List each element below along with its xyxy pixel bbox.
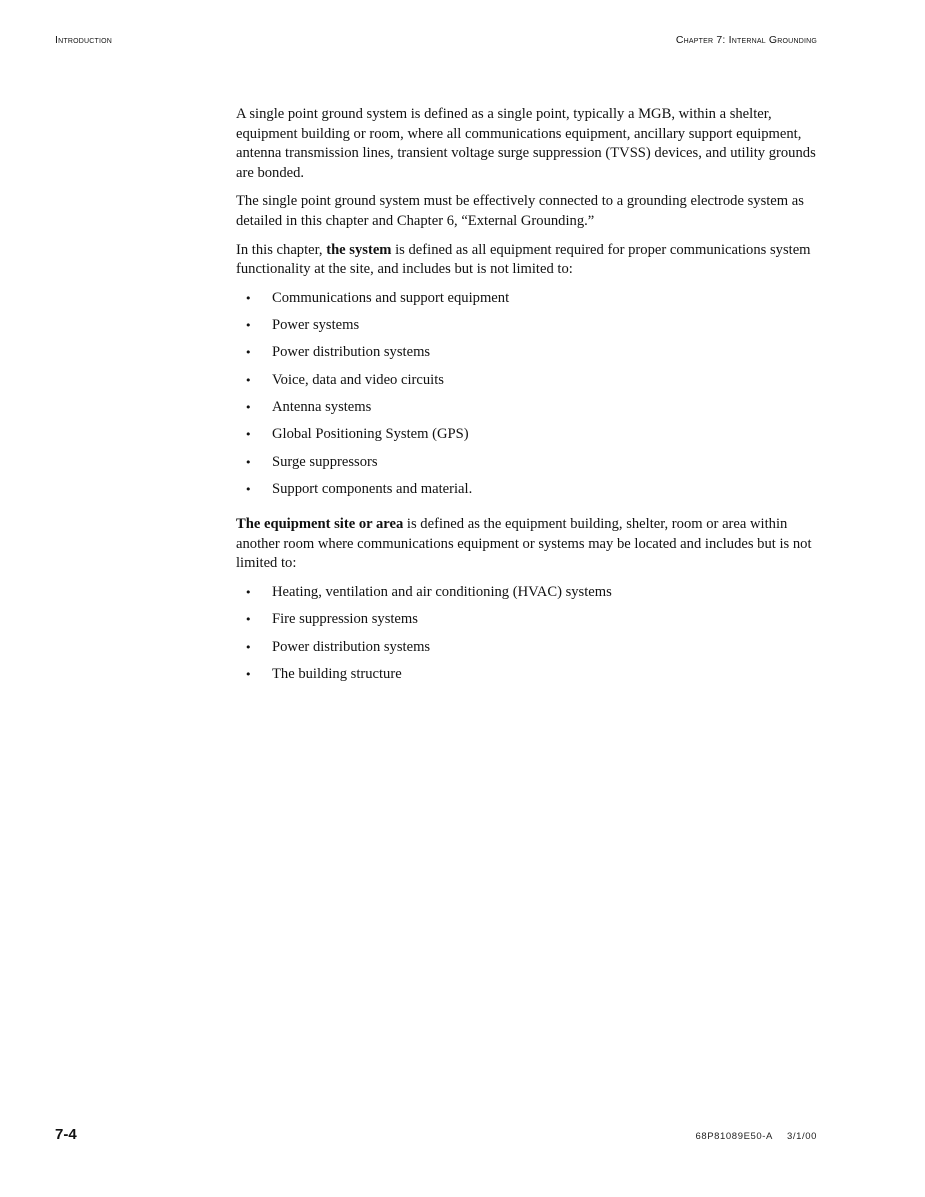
bullet-icon: • <box>245 346 252 360</box>
paragraph-grounding-electrode-connection: The single point ground system must be effectively connected to a grounding electrode system as detailed in this chapter and Chapter 6, “External Grounding.” <box>236 193 804 229</box>
paragraph-text: is defined as all equipment required for proper communications system functionality at the site, and includes but is not limited to: <box>236 241 811 278</box>
list-item-text: Heating, ventilation and air conditioning (HVAC) systems <box>272 583 612 600</box>
list-item-text: Global Positioning System (GPS) <box>272 426 469 443</box>
bullet-icon: • <box>245 291 252 305</box>
main-content <box>236 105 821 692</box>
document-reference <box>695 1131 817 1142</box>
list-item <box>236 583 821 610</box>
bold-term-equipment-site: The equipment site or area <box>236 516 404 533</box>
list-item-text: Fire suppression systems <box>272 611 418 628</box>
list-item <box>236 453 821 480</box>
bullet-icon: • <box>245 613 252 627</box>
bullet-icon: • <box>245 455 252 469</box>
bullet-icon: • <box>245 400 252 414</box>
paragraph-single-point-ground-definition: A single point ground system is defined as a single point, typically a MGB, within a shelter, equipment building or room, where all communications equipment, ancillary support equipment, antenna transmission lines, transient voltage surge suppression (TVSS) devices, and utility grounds are bonded. <box>236 106 816 181</box>
list-item <box>236 638 821 665</box>
list-item <box>236 425 821 452</box>
equipment-site-list <box>236 583 821 692</box>
bullet-icon: • <box>245 373 252 387</box>
list-item <box>236 343 821 370</box>
list-item <box>236 398 821 425</box>
bullet-icon: • <box>245 640 252 654</box>
running-head-left: Introduction <box>55 34 113 46</box>
list-item-text: Power distribution systems <box>272 638 431 655</box>
paragraph-system-definition <box>236 241 821 280</box>
list-item-text: Power systems <box>272 317 360 334</box>
bullet-icon: • <box>245 482 252 496</box>
running-head-right: Chapter 7: Internal Grounding <box>675 34 817 46</box>
list-item-text: Communications and support equipment <box>272 289 510 306</box>
list-item <box>236 289 821 316</box>
bullet-icon: • <box>245 428 252 442</box>
bullet-icon: • <box>245 319 252 333</box>
list-item-text: Antenna systems <box>272 398 372 415</box>
list-item <box>236 610 821 637</box>
list-item <box>236 665 821 692</box>
paragraph-text: is defined as the equipment building, shelter, room or area within another room where communications equipment or systems may be located and includes but is not limited to: <box>236 516 812 572</box>
page-number: 7-4 <box>55 1126 77 1143</box>
bullet-icon: • <box>245 585 252 599</box>
bullet-icon: • <box>245 667 252 681</box>
list-item-text: Voice, data and video circuits <box>272 371 444 388</box>
document-number: 68P81089E50-A <box>695 1131 773 1142</box>
list-item <box>236 316 821 343</box>
list-item-text: Support components and material. <box>272 480 473 497</box>
list-item <box>236 371 821 398</box>
document-date: 3/1/00 <box>786 1131 817 1142</box>
paragraph-equipment-site-definition <box>236 515 821 574</box>
list-item-text: Power distribution systems <box>272 344 431 361</box>
list-item-text: Surge suppressors <box>272 453 378 470</box>
paragraph-text: In this chapter, <box>236 241 327 258</box>
list-item <box>236 480 821 507</box>
list-item-text: The building structure <box>272 665 402 682</box>
system-components-list <box>236 289 821 507</box>
bold-term-the-system: the system <box>326 241 392 258</box>
